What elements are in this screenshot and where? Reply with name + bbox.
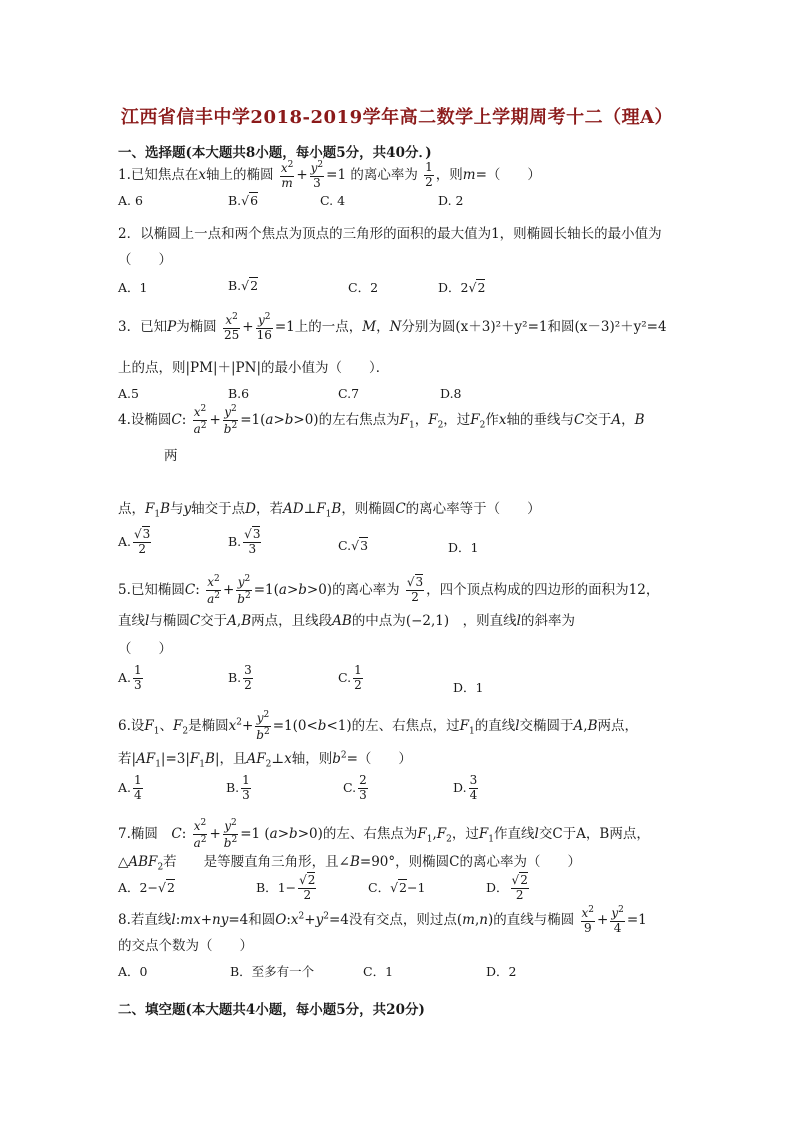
question-3-cont: 上的点，则|PM|＋|PN|的最小值为（ ）． <box>118 360 390 376</box>
option-c: C．√2−1 <box>368 880 426 895</box>
option-d: D．1 <box>448 540 479 555</box>
option-b: B.√2 <box>228 278 259 293</box>
question-5-blank: （ ） <box>118 641 172 657</box>
option-a: A．1 <box>118 280 148 295</box>
option-a: A. $\frac{1}{3}$ <box>118 663 142 692</box>
option-a: A. $\frac{√3}{2}$ <box>118 527 151 556</box>
question-8-cont: 的交点个数为（ ） <box>118 938 253 954</box>
option-a: A．2−√2 <box>118 880 175 895</box>
option-c: C. $\frac{2}{3}$ <box>343 773 367 802</box>
option-a: A. $\frac{1}{4}$ <box>118 773 142 802</box>
question-4: 4.设椭圆C: $\frac{x^2}{a^2}$ + $\frac{y^2}{b^2}$ =1(a>b>0)的左右焦点为$F_1$，$F_2$，过$F_2$作x轴的垂线与C交于A，B <box>118 404 645 436</box>
option-c: C. 4 <box>320 193 346 208</box>
option-c: C.√3 <box>338 538 369 553</box>
question-4-wrap: 两 <box>164 448 178 464</box>
option-c: C．1 <box>363 964 394 979</box>
option-c: C.7 <box>338 386 360 401</box>
option-d: D． $\frac{√2}{2}$ <box>486 873 528 902</box>
option-b: B．至多有一个 <box>230 964 315 979</box>
option-a: A．0 <box>118 964 148 979</box>
option-a: A.5 <box>118 386 139 401</box>
option-b: B. $\frac{√3}{3}$ <box>228 527 261 556</box>
option-c: C. $\frac{1}{2}$ <box>338 663 362 692</box>
option-c: C．2 <box>348 280 379 295</box>
question-7-cont: $\triangle ABF_2$若 是等腰直角三角形，且∠B=90°，则椭圆C的离心率为（ ） <box>118 854 581 873</box>
section-choice-heading: 一、选择题(本大题共8小题，每小题5分，共40分．) <box>118 145 432 161</box>
question-4-cont: 点，$F_1B$与y轴交于点D，若$AD\perp F_1B$，则椭圆C的离心率等于（ ） <box>118 501 541 520</box>
question-3: 3．已知P为椭圆 $\frac{x^2}{25}$ + $\frac{y^2}{16}$ =1上的一点，M，N分别为圆(x＋3)²＋y²=1和圆(x－3)²＋y²=4 <box>118 312 667 342</box>
option-d: D．1 <box>453 680 484 695</box>
question-7: 7.椭圆 C: $\frac{x^2}{a^2}$ + $\frac{y^2}{b^2}$ =1 (a>b>0)的左、右焦点为$F_1,F_2$，过$F_1$作直线l交C于A，B两点， <box>118 818 650 850</box>
option-d: D．2 <box>486 964 517 979</box>
option-d: D. 2 <box>438 193 464 208</box>
question-8: 8.若直线l:mx+ny=4和圆$O:x^2+y^2=4$没有交点，则过点(m,n)的直线与椭圆 $\frac{x^2}{9}$ + $\frac{y^2}{4}$ =1 <box>118 905 647 935</box>
option-b: B. $\frac{3}{2}$ <box>228 663 252 692</box>
option-a: A. 6 <box>118 193 143 208</box>
question-6-cont: 若$|AF_1|=3|F_1B|$，且$AF_2\perp x$轴，则$b^2=$（ ） <box>118 750 412 770</box>
option-d: D. $\frac{3}{4}$ <box>453 773 478 802</box>
section-fill-heading: 二、填空题(本大题共4小题，每小题5分，共20分) <box>118 1002 425 1018</box>
question-5: 5.已知椭圆C: $\frac{x^2}{a^2}$ + $\frac{y^2}{b^2}$ =1(a>b>0)的离心率为 $\frac{√3}{2}$ ，四个顶点构成的四边形的面积为12， <box>118 574 660 606</box>
option-b: B.√6 <box>228 193 259 208</box>
question-1: 1.已知焦点在x轴上的椭圆 $\frac{x^2}{m}$ + $\frac{y^2}{3}$ =1 的离心率为 $\frac{1}{2}$ ，则m=（ ） <box>118 160 541 190</box>
option-d: D.8 <box>440 386 462 401</box>
document-title: 江西省信丰中学2018-2019学年高二数学上学期周考十二（理A） <box>120 107 674 128</box>
option-b: B. $\frac{1}{3}$ <box>226 773 250 802</box>
option-b: B．1− $\frac{√2}{2}$ <box>256 873 316 902</box>
question-5-cont: 直线l与椭圆C交于A,B两点，且线段AB的中点为(−2,1) ，则直线l的斜率为 <box>118 613 575 629</box>
option-b: B.6 <box>228 386 250 401</box>
question-2-blank: （ ） <box>118 252 172 268</box>
option-d: D．2√2 <box>438 280 486 295</box>
question-6: 6.设$F_1$、$F_2$是椭圆$x^2+$ $\frac{y^2}{b^2}$ =1(0<b<1)的左、右焦点，过$F_1$的直线l交椭圆于A,B两点， <box>118 710 639 742</box>
question-2: 2．以椭圆上一点和两个焦点为顶点的三角形的面积的最大值为1，则椭圆长轴长的最小值为 <box>118 226 662 242</box>
